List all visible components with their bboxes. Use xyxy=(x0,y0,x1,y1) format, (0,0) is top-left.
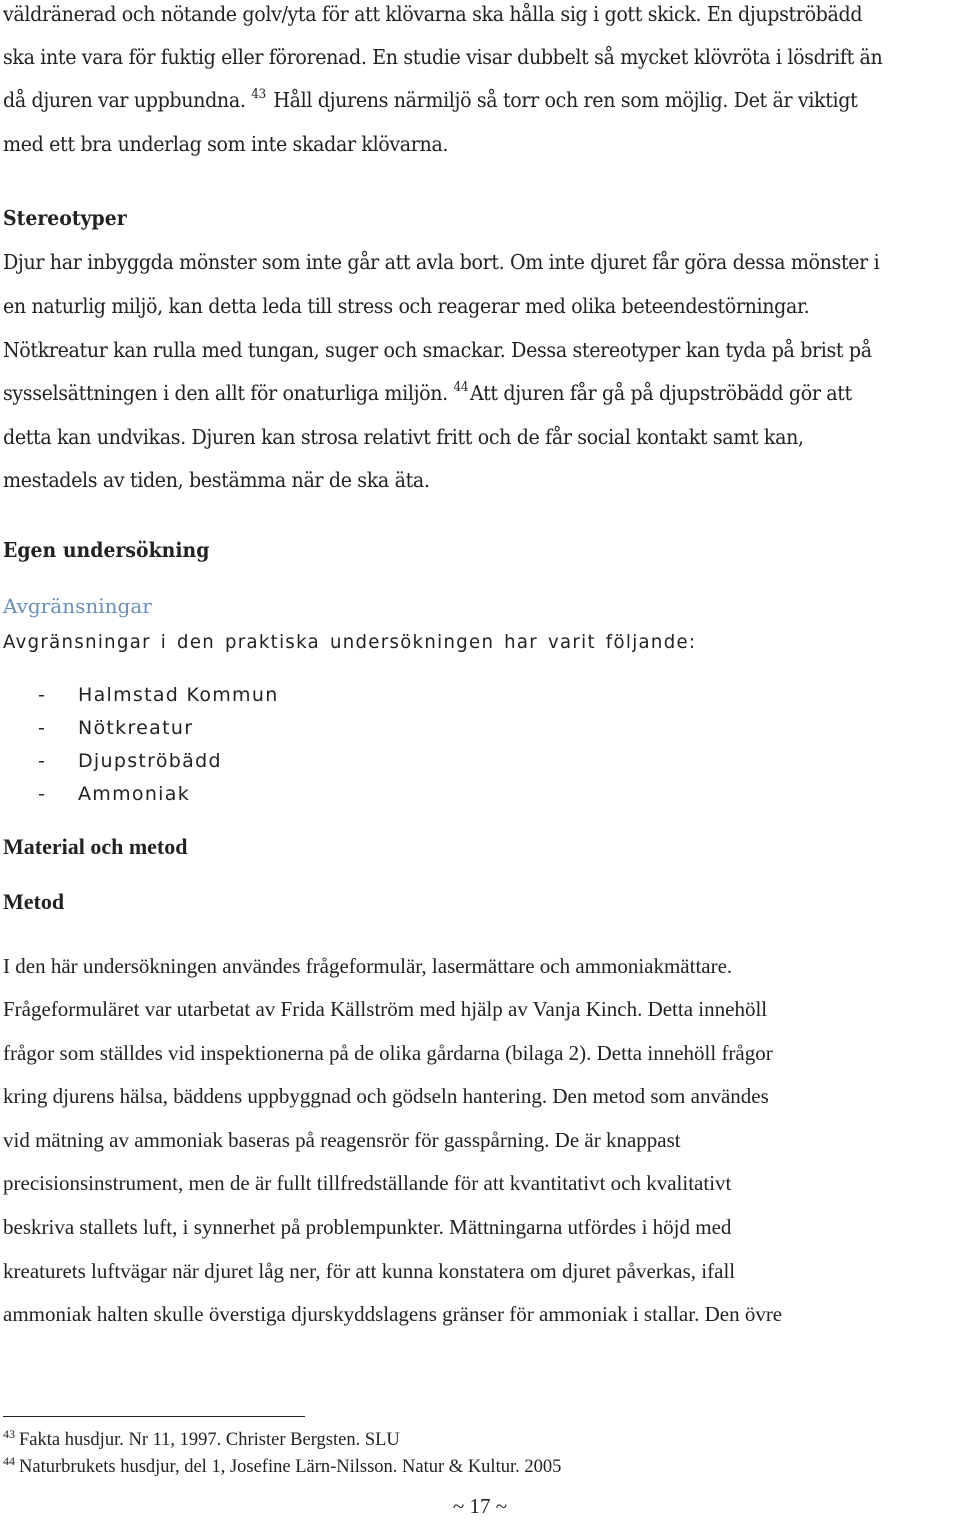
avgransningar-intro: Avgränsningar i den praktiska undersökningen har varit följande: xyxy=(3,631,697,653)
intro-line-2: ska inte vara för fuktig eller förorenad. En studie visar dubbelt så mycket klövröta i lösdrift än xyxy=(3,45,883,69)
page-number: ~ 17 ~ xyxy=(452,1494,508,1518)
stereotyper-line-3: Nötkreatur kan rulla med tungan, suger och smackar. Dessa stereotyper kan tyda på brist på xyxy=(3,338,872,362)
intro-line-4: med ett bra underlag som inte skadar klövarna. xyxy=(3,132,449,156)
intro-line-3-b: Håll djurens närmiljö så torr och ren som möjlig. Det är viktigt xyxy=(273,88,858,112)
list-item: - Djupströbädd xyxy=(38,750,222,772)
list-item: - Ammoniak xyxy=(38,783,191,805)
metod-line-7: beskriva stallets luft, i synnerhet på problempunkter. Mättningarna utfördes i höjd med xyxy=(3,1215,732,1239)
stereotyper-line-4-a: sysselsättningen i den allt för onaturliga miljön. xyxy=(3,381,448,405)
stereotyper-line-5: detta kan undvikas. Djuren kan strosa relativt fritt och de får social kontakt samt kan, xyxy=(3,425,804,449)
metod-line-4: kring djurens hälsa, bäddens uppbyggnad och gödseln hantering. Den metod som användes xyxy=(3,1084,769,1108)
footnote-43: $^{43}$ Fakta husdjur. Nr 11, 1997. Christer Bergsten. SLU xyxy=(3,1427,400,1450)
metod-line-9: ammoniak halten skulle överstiga djurskyddslagens gränser för ammoniak i stallar. Den övre xyxy=(3,1302,783,1326)
metod-line-3: frågor som ställdes vid inspektionerna på de olika gårdarna (bilaga 2). Detta innehöll frågor xyxy=(3,1041,773,1065)
stereotyper-line-6: mestadels av tiden, bestämma när de ska äta. xyxy=(3,468,430,492)
footnote-ref-43: 43 xyxy=(251,87,266,102)
intro-line-1: väldränerad och nötande golv/yta för att klövarna ska hålla sig i gott skick. En djupströbädd xyxy=(3,2,863,26)
list-item: - Nötkreatur xyxy=(38,717,194,739)
list-item: - Halmstad Kommun xyxy=(38,684,279,706)
stereotyper-line-4-b: Att djuren får gå på djupströbädd gör att xyxy=(470,381,852,405)
metod-line-8: kreaturets luftvägar när djuret låg ner, för att kunna konstatera om djuret påverkas, ifall xyxy=(3,1259,736,1283)
footnote-ref-44: 44 xyxy=(453,380,469,395)
intro-line-3-a: då djuren var uppbundna. xyxy=(3,88,246,112)
stereotyper-line-1: Djur har inbyggda mönster som inte går att avla bort. Om inte djuret får göra dessa mönster i xyxy=(3,250,880,274)
metod-line-2: Frågeformuläret var utarbetat av Frida Källström med hjälp av Vanja Kinch. Detta innehöll xyxy=(3,997,768,1021)
heading-material-och-metod: Material och metod xyxy=(3,834,188,859)
heading-stereotyper: Stereotyper xyxy=(3,206,127,230)
heading-metod: Metod xyxy=(3,889,65,914)
footnote-separator xyxy=(3,1416,305,1417)
subheading-avgransningar: Avgränsningar xyxy=(3,594,152,618)
stereotyper-line-4 xyxy=(3,381,852,405)
metod-line-6: precisionsinstrument, men de är fullt tillfredställande för att kvantitativt och kvalitativt xyxy=(3,1171,732,1195)
metod-line-5: vid mätning av ammoniak baseras på reagensrör för gasspårning. De är knappast xyxy=(3,1128,681,1152)
metod-line-1: I den här undersökningen användes frågeformulär, lasermättare och ammoniakmättare. xyxy=(3,954,733,978)
heading-egen-undersokning: Egen undersökning xyxy=(3,538,210,562)
intro-line-3 xyxy=(3,88,857,112)
footnote-44: $^{44}$ Naturbrukets husdjur, del 1, Josefine Lärn-Nilsson. Natur & Kultur. 2005 xyxy=(3,1454,562,1477)
stereotyper-line-2: en naturlig miljö, kan detta leda till stress och reagerar med olika beteendestörningar. xyxy=(3,294,810,318)
